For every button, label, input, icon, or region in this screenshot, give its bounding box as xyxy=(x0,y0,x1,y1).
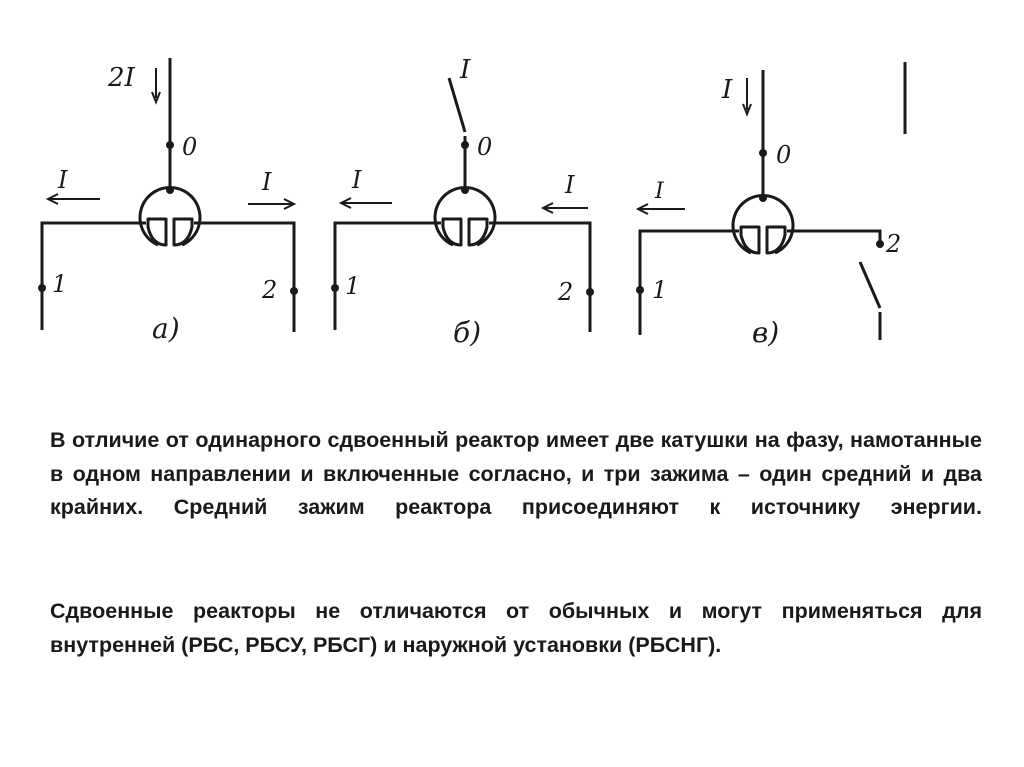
open-switch xyxy=(449,78,465,132)
right-branch xyxy=(787,231,880,242)
terminal-1-label: 1 xyxy=(52,270,68,298)
description-paragraph-1: В отличие от одинарного сдвоенный реактор имеет две катушки на фазу, намотанные в одном направлении и включенные согласно, и три зажима – один средний и два крайних. Средний зажим реактора присоединяют к источнику энергии. xyxy=(50,428,982,519)
panel-caption: в) xyxy=(752,316,780,349)
middle-node-label: 0 xyxy=(182,133,198,161)
panel-b xyxy=(331,55,594,349)
input-current-label: I xyxy=(460,55,471,85)
input-current-label: I xyxy=(722,75,733,105)
panel-caption: а) xyxy=(152,312,180,345)
left-current-label: I xyxy=(58,166,68,194)
middle-node-dot xyxy=(166,141,174,149)
middle-node-dot xyxy=(759,149,767,157)
terminal-2-label: 2 xyxy=(558,278,574,306)
twin-reactor-symbol xyxy=(733,196,793,253)
right-current-label: I xyxy=(262,168,272,196)
open-switch xyxy=(860,262,880,308)
panel-c xyxy=(636,62,905,349)
panel-a xyxy=(38,58,298,345)
twin-reactor-symbol xyxy=(140,188,200,245)
right-branch xyxy=(194,223,294,332)
left-current-label: I xyxy=(655,179,664,204)
reactor-schematic-diagram xyxy=(0,0,1024,380)
right-branch xyxy=(489,223,590,332)
middle-node-label: 0 xyxy=(776,141,792,169)
panel-caption: б) xyxy=(453,316,482,349)
terminal-1-label: 1 xyxy=(652,276,668,304)
right-current-label: I xyxy=(565,171,575,199)
twin-reactor-symbol xyxy=(435,188,495,245)
description-paragraph-2: Сдвоенные реакторы не отличаются от обычных и могут применяться для внутренней (РБС, РБСУ, РБСГ) и наружной установки (РБСНГ). xyxy=(50,599,982,657)
middle-node-dot xyxy=(461,141,469,149)
left-current-label: I xyxy=(352,166,362,194)
terminal-1-label: 1 xyxy=(345,272,361,300)
terminal-2-label: 2 xyxy=(886,230,902,258)
middle-node-label: 0 xyxy=(477,133,493,161)
terminal-2-label: 2 xyxy=(262,276,278,304)
input-current-label: 2I xyxy=(108,63,135,93)
